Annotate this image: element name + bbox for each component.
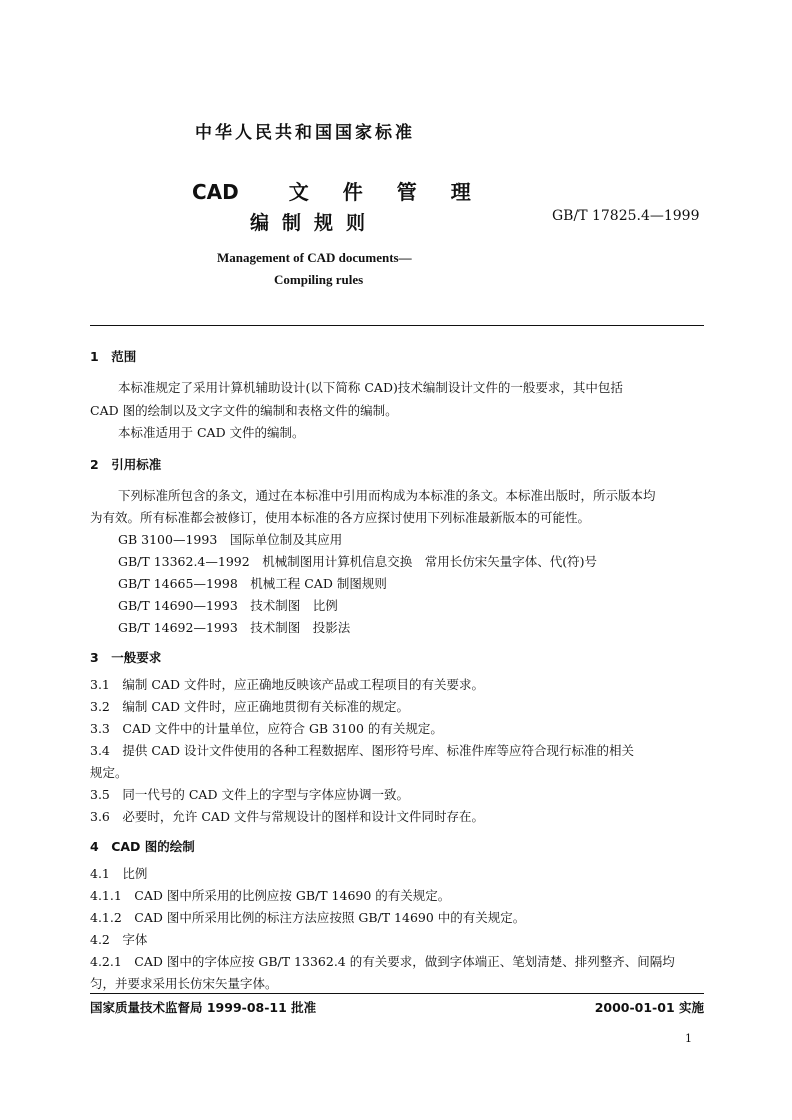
reference-item: GB/T 13362.4—1992 机械制图用计算机信息交换 常用长仿宋矢量字体、代(符)号 — [118, 554, 597, 569]
clause-3-2: 3.2 编制 CAD 文件时，应正确地贯彻有关标准的规定。 — [90, 699, 409, 714]
clause-4-1-1: 4.1.1 CAD 图中所采用的比例应按 GB/T 14690 的有关规定。 — [90, 888, 451, 903]
paragraph: 下列标准所包含的条文，通过在本标准中引用而构成为本标准的条文。本标准出版时，所示版本均 — [118, 488, 656, 503]
clause-3-6: 3.6 必要时，允许 CAD 文件与常规设计的图样和设计文件同时存在。 — [90, 809, 484, 824]
section-3-heading: 3 一般要求 — [90, 650, 162, 665]
footer-divider — [90, 993, 704, 994]
english-title-line-2: Compiling rules — [274, 272, 364, 287]
paragraph: 本标准适用于 CAD 文件的编制。 — [118, 425, 305, 440]
clause-3-5: 3.5 同一代号的 CAD 文件上的字型与字体应协调一致。 — [90, 787, 409, 802]
clause-4-2: 4.2 字体 — [90, 932, 148, 947]
english-title-line-1: Management of CAD documents— — [217, 250, 412, 265]
clause-3-3: 3.3 CAD 文件中的计量单位，应符合 GB 3100 的有关规定。 — [90, 721, 443, 736]
clause-3-4-cont: 规定。 — [90, 765, 128, 780]
reference-item: GB/T 14690—1993 技术制图 比例 — [118, 598, 338, 613]
header-divider — [90, 325, 704, 326]
reference-item: GB/T 14692—1993 技术制图 投影法 — [118, 620, 351, 635]
reference-item: GB/T 14665—1998 机械工程 CAD 制图规则 — [118, 576, 387, 591]
clause-3-1: 3.1 编制 CAD 文件时，应正确地反映该产品或工程项目的有关要求。 — [90, 677, 484, 692]
page-number: 1 — [685, 1032, 692, 1045]
clause-3-4: 3.4 提供 CAD 设计文件使用的各种工程数据库、图形符号库、标准件库等应符合现行标准的相关 — [90, 743, 634, 758]
title-char: 理 — [450, 180, 471, 204]
standard-number: GB/T 17825.4—1999 — [552, 208, 700, 224]
title-char: 文 — [288, 180, 309, 204]
standard-category: 中华人民共和国国家标准 — [195, 123, 415, 143]
implementation-date: 2000-01-01 实施 — [594, 1000, 704, 1015]
paragraph: 为有效。所有标准都会被修订，使用本标准的各方应探讨使用下列标准最新版本的可能性。 — [90, 510, 591, 525]
clause-4-1-2: 4.1.2 CAD 图中所采用比例的标注方法应按照 GB/T 14690 中的有关规定。 — [90, 910, 526, 925]
clause-4-2-1-cont: 匀，并要求采用长仿宋矢量字体。 — [90, 976, 278, 991]
paragraph: CAD 图的绘制以及文字文件的编制和表格文件的编制。 — [90, 403, 398, 418]
paragraph: 本标准规定了采用计算机辅助设计(以下简称 CAD)技术编制设计文件的一般要求，其中包括 — [118, 380, 623, 395]
clause-4-1: 4.1 比例 — [90, 866, 148, 881]
title-char: 管 — [396, 180, 417, 204]
title-char: 件 — [342, 180, 363, 204]
approval-note: 国家质量技术监督局 1999-08-11 批准 — [90, 1000, 317, 1015]
section-4-heading: 4 CAD 图的绘制 — [90, 839, 195, 854]
title-cad: CAD — [192, 180, 239, 204]
reference-item: GB 3100—1993 国际单位制及其应用 — [118, 532, 343, 547]
clause-4-2-1: 4.2.1 CAD 图中的字体应按 GB/T 13362.4 的有关要求，做到字体端正、笔划清楚、排列整齐、间隔均 — [90, 954, 675, 969]
title-line-2: 编制规则 — [250, 212, 379, 234]
section-2-heading: 2 引用标准 — [90, 457, 162, 472]
title-line-1 — [192, 176, 471, 205]
section-1-heading: 1 范围 — [90, 349, 137, 364]
